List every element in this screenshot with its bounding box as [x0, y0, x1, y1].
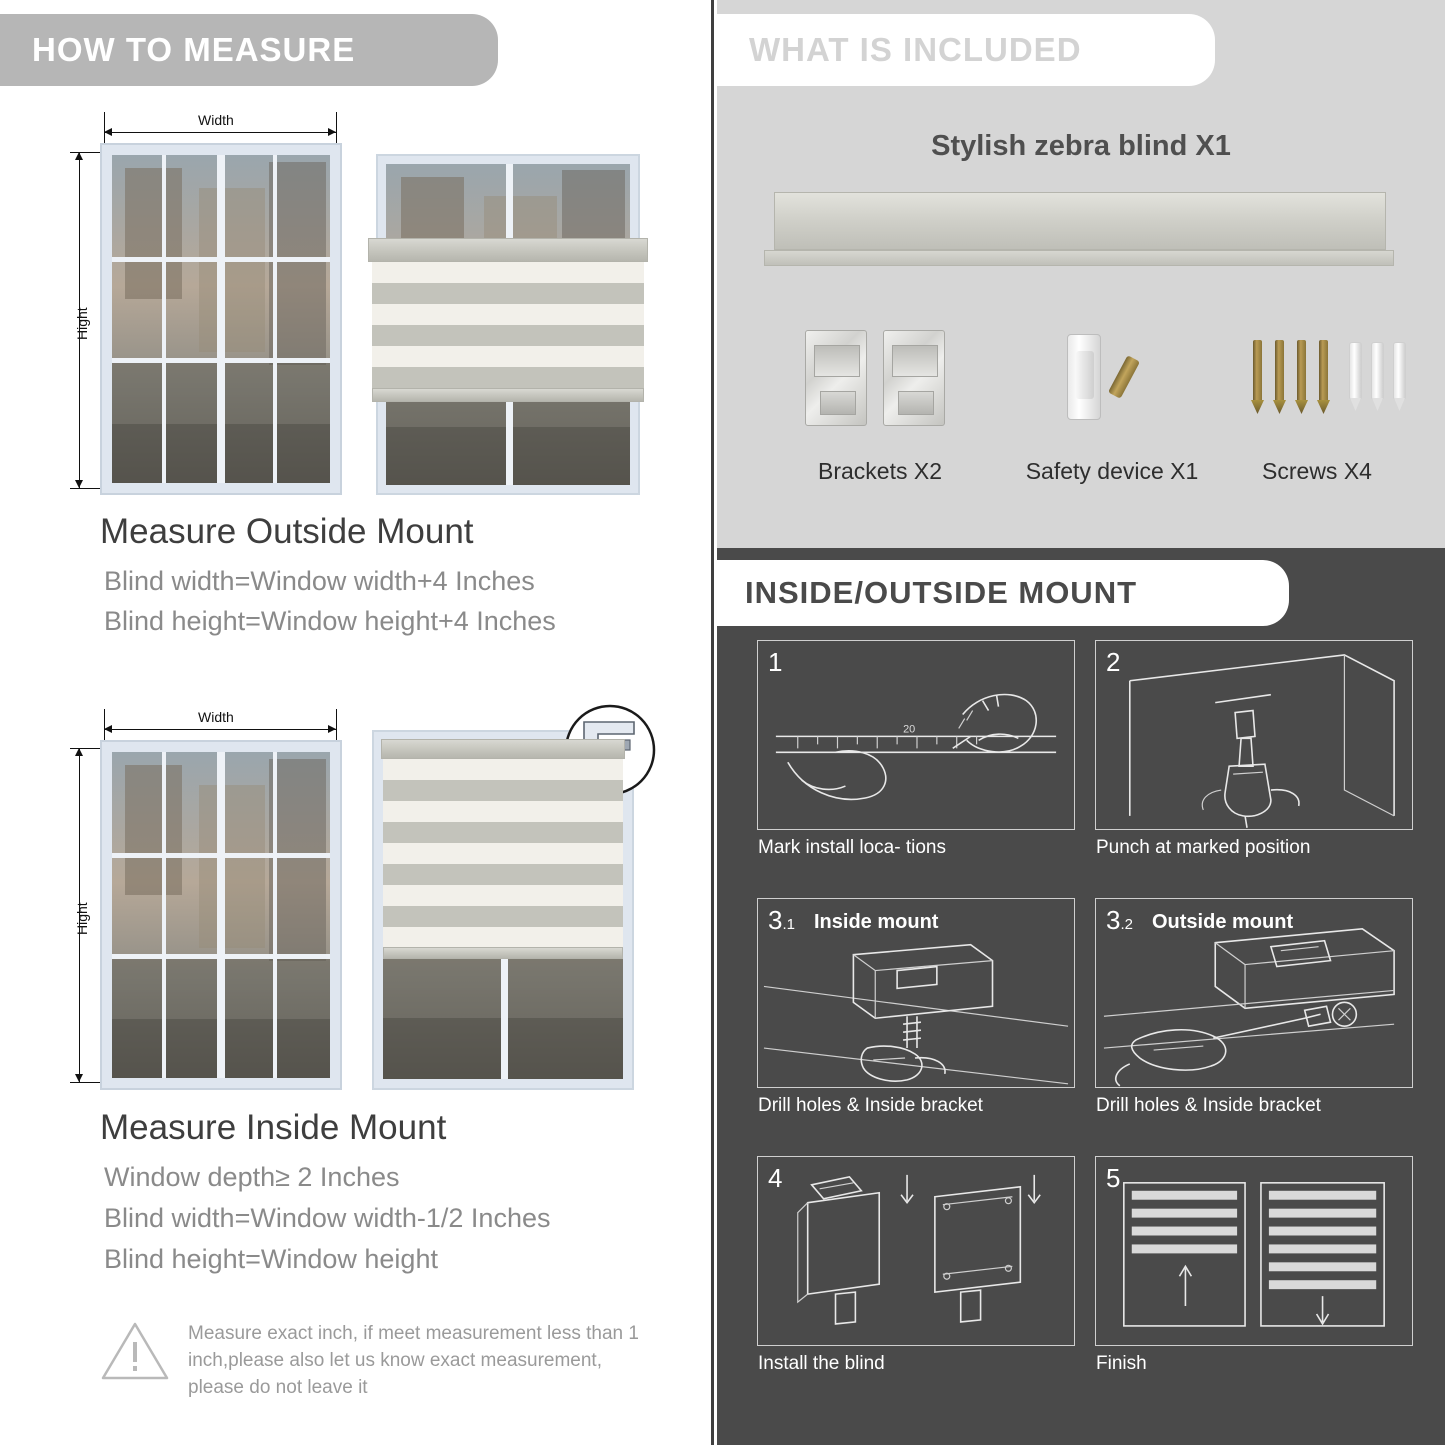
- warning-text: Measure exact inch, if meet measurement less than 1 inch,please also let us know exact measurement, please do not leave it: [188, 1323, 639, 1398]
- screw-icon-2: [1275, 340, 1284, 402]
- window-outside: [100, 143, 342, 495]
- outside-mount-line1: Blind width=Window width+4 Inches: [104, 566, 535, 596]
- blind-fabric-inside: [383, 759, 623, 947]
- blind-headrail: [368, 238, 648, 262]
- inside-width-label: Width: [198, 709, 234, 725]
- step-3-2-inline-label: Outside mount: [1152, 911, 1294, 933]
- outside-width-arrow: [104, 132, 336, 133]
- inside-width-arrow: [104, 729, 336, 730]
- step-4-sketch: [758, 1157, 1074, 1346]
- safety-screw-icon: [1108, 355, 1140, 399]
- bracket-icon-1: [805, 330, 867, 426]
- warning-triangle-icon: [100, 1320, 170, 1382]
- inside-outside-mount-badge: INSIDE/OUTSIDE MOUNT: [717, 560, 1289, 626]
- install-step-1: [757, 640, 1075, 858]
- install-step-5: [1095, 1156, 1413, 1374]
- step-3-1-inline-label: Inside mount: [814, 911, 939, 933]
- install-step-2: [1095, 640, 1413, 858]
- inside-mount-title: Measure Inside Mount: [100, 1108, 447, 1147]
- inside-height-label: Hight: [74, 902, 90, 935]
- screw-icon-1: [1253, 340, 1262, 402]
- blind-outside-mount: [368, 120, 648, 495]
- included-blind-image: [764, 192, 1394, 272]
- window-glass: [112, 155, 330, 483]
- step-3-2-caption: Drill holes & Inside bracket: [1096, 1095, 1321, 1116]
- step-4-caption: Install the blind: [758, 1353, 885, 1374]
- step-2-sketch: [1096, 641, 1412, 830]
- screw-icon-4: [1319, 340, 1328, 402]
- outside-width-label: Width: [198, 112, 234, 128]
- blind-inside-mount: [372, 730, 634, 1090]
- step-3-1-number: 3.1: [768, 905, 795, 935]
- step-2-caption: Punch at marked position: [1096, 837, 1311, 858]
- how-to-measure-panel: [0, 0, 714, 1445]
- step-3-2-sketch: [1096, 899, 1412, 1088]
- what-is-included-panel: [717, 0, 1445, 548]
- blind-bottomrail-outside: [372, 388, 644, 402]
- bracket-icon-2: [883, 330, 945, 426]
- blind-headrail-inside: [381, 739, 625, 759]
- window-glass-inside: [112, 752, 330, 1078]
- step-1-number: 1: [768, 647, 783, 677]
- how-to-measure-badge: HOW TO MEASURE: [0, 14, 498, 86]
- what-is-included-badge: WHAT IS INCLUDED: [717, 14, 1215, 86]
- step-1-caption: Mark install loca- tions: [758, 837, 946, 858]
- blind-bottomrail-inside: [383, 947, 623, 959]
- step-4-number: 4: [768, 1163, 783, 1193]
- step-3-1-sketch: [758, 899, 1074, 1088]
- blind-headrail-bottom: [764, 250, 1394, 266]
- step-5-sketch: [1096, 1157, 1412, 1346]
- inside-mount-line2: Blind width=Window width-1/2 Inches: [104, 1203, 551, 1233]
- step-2-number: 2: [1106, 647, 1121, 677]
- step-3-1-caption: Drill holes & Inside bracket: [758, 1095, 983, 1116]
- screw-icon-3: [1297, 340, 1306, 402]
- blind-headrail-top: [774, 192, 1386, 250]
- outside-mount-title: Measure Outside Mount: [100, 512, 474, 551]
- install-step-4: [757, 1156, 1075, 1374]
- screws-label: Screws X4: [1262, 458, 1372, 484]
- install-step-3-1: [757, 898, 1075, 1116]
- included-main-item-label: Stylish zebra blind X1: [931, 130, 1231, 162]
- measure-warning: [100, 1320, 660, 1401]
- anchor-icon-3: [1393, 342, 1406, 400]
- window-mullions: [112, 155, 330, 483]
- anchor-icon-2: [1371, 342, 1384, 400]
- step-5-number: 5: [1106, 1163, 1121, 1193]
- outside-height-label: Hight: [74, 307, 90, 340]
- anchor-icon-1: [1349, 342, 1362, 400]
- inside-outside-mount-panel: [717, 548, 1445, 1445]
- inside-mount-line1: Window depth≥ 2 Inches: [104, 1162, 400, 1192]
- inside-mount-line3: Blind height=Window height: [104, 1244, 438, 1274]
- outside-mount-line2: Blind height=Window height+4 Inches: [104, 606, 556, 636]
- svg-text:20: 20: [903, 723, 916, 736]
- window-inside: [100, 740, 342, 1090]
- safety-device-label: Safety device X1: [1025, 458, 1199, 484]
- included-parts-row: [757, 330, 1407, 484]
- install-step-3-2: [1095, 898, 1413, 1116]
- brackets-label: Brackets X2: [818, 458, 942, 484]
- step-5-caption: Finish: [1096, 1353, 1147, 1374]
- step-1-sketch: [758, 641, 1074, 830]
- blind-fabric-outside: [372, 262, 644, 390]
- safety-device-icon: [1067, 334, 1101, 420]
- step-3-2-number: 3.2: [1106, 905, 1133, 935]
